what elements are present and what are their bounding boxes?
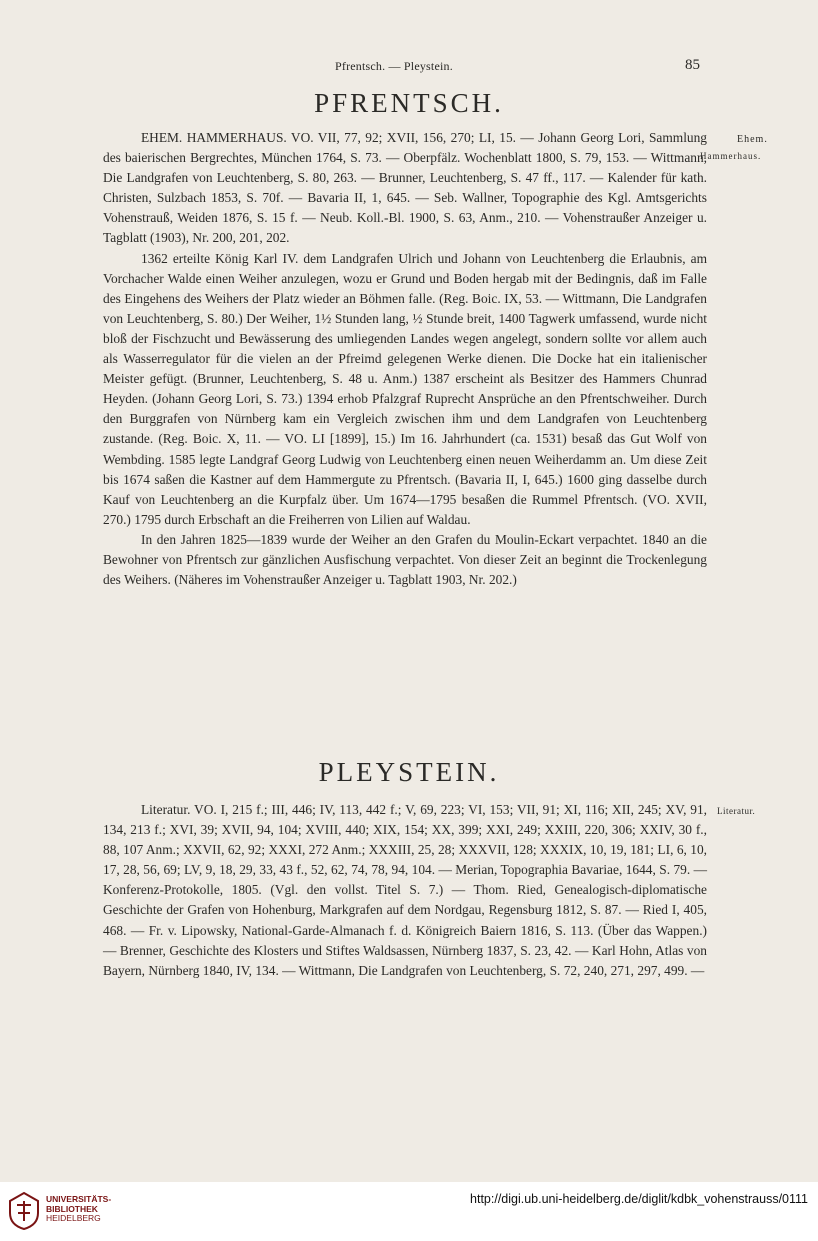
page-number: 85 [685, 57, 700, 73]
running-title: Pfrentsch. — Pleystein. [335, 59, 453, 73]
paragraph: Literatur. VO. I, 215 f.; III, 446; IV, 113, 442 f.; V, 69, 223; VI, 153; VII, 91; XI, 116; XII, 245; XV, 91, 134, 213 f.; XVI, 39; XVII, 94, 104; XVIII, 440; XIX, 154; XX, 399; XXI, 249; XXIII, 220, 306; XXIV, 30 f., 88, 107 Anm.; XXVII, 62, 92; XXXI, 272 Anm.; XXXIII, 25, 28; XXXVII, 128; XXXIX, 10, 19, 181; LI, 6, 10, 17, 28, 56, 69; LV, 9, 18, 29, 33, 43 f., 52, 62, 74, 78, 94, 104. — Merian, Topographia Bavariae, 1644, S. 79. — Konferenz-Protokolle, 1805. (Vgl. den vollst. Titel S. 7.) — Thom. Ried, Genealogisch-diplomatische Geschichte der Grafen von Hohenburg, Markgrafen auf dem Nordgau, Regensburg 1812, S. 87. — Ried I, 405, 468. — Fr. v. Lipowsky, National-Garde-Almanach f. d. Königreich Baiern 1816, S. 113. (Über das Wappen.) — Brenner, Geschichte des Klosters und Stiftes Waldsassen, Nürnberg 1837, S. 23, 42. — Karl Hohn, Atlas von Bayern, Nürnberg 1840, IV, 134. — Wittmann, Die Landgrafen von Leuchtenberg, S. 72, 240, 271, 297, 499. — [103, 802, 707, 978]
page-header [0, 57, 818, 77]
margin-note-ehem: Ehem. [737, 134, 768, 145]
library-logo-text [46, 1195, 111, 1224]
viewer-footer [0, 1182, 818, 1241]
paragraph: EHEM. HAMMERHAUS. VO. VII, 77, 92; XVII, 156, 270; LI, 15. — Johann Georg Lori, Sammlung des baierischen Bergrechtes, München 1764, S. 73. — Oberpfälz. Wochenblatt 1800, S. 79, 153. — Wittmann, Die Landgrafen von Leuchtenberg, S. 80, 263. — Brunner, Leuchtenberg, S. 47 ff., 117. — Kalender für kath. Christen, Sulzbach 1853, S. 70f. — Bavaria II, 1, 645. — Seb. Wallner, Topographie des Kgl. Amtsgerichts Vohenstrauß, Weiden 1876, S. 15 f. — Neub. Koll.-Bl. 1900, S. 63, Anm., 210. — Vohenstraußer Anzeiger u. Tagblatt (1903), Nr. 200, 201, 202. [103, 130, 707, 246]
permalink[interactable]: http://digi.ub.uni-heidelberg.de/diglit/kdbk_vohenstrauss/0111 [470, 1192, 808, 1206]
logo-line: HEIDELBERG [46, 1213, 101, 1223]
logo-line: UNIVERSITÄTS- [46, 1194, 112, 1204]
section-pleystein-body [103, 800, 707, 981]
university-seal-icon [8, 1191, 40, 1231]
paragraph: In den Jahren 1825—1839 wurde der Weiher an den Grafen du Moulin-Eckart verpachtet. 1840 an die Bewohner von Pfrentsch zur gänzlichen Ausfischung verpachtet. Von dieser Zeit an beginnt die Trockenlegung des Weihers. (Näheres im Vohenstraußer Anzeiger u. Tagblatt 1903, Nr. 202.) [103, 531, 707, 588]
logo-line: BIBLIOTHEK [46, 1203, 98, 1214]
margin-note-hammerhaus: Hammerhaus. [700, 151, 762, 161]
heading-pleystein: PLEYSTEIN. [318, 757, 500, 787]
section-pfrentsch-body [103, 128, 707, 590]
paragraph: 1362 erteilte König Karl IV. dem Landgrafen Ulrich und Johann von Leuchtenberg die Erlaubnis, am Vorchacher Walde einen Weiher anzulegen, wozu er Grund und Boden hergab mit der Bedingnis, daß im Falle des Eingehens des Weihers der Platz wieder an Böhmen falle. (Reg. Boic. IX, 53. — Wittmann, Die Landgrafen von Leuchtenberg, S. 80.) Der Weiher, 1½ Stunden lang, ½ Stunde breit, 1400 Tagwerk umfassend, wurde nicht bloß der Fischzucht und Bewässerung des umliegenden Landes wegen angelegt, sondern sollte vor allem auch als Wasserregulator für die vielen an der Pfreimd gelegenen Werke dienen. Die Docke hat ein italienischer Meister gefügt. (Brunner, Leuchtenberg, S. 48 u. Anm.) 1387 erscheint als Besitzer des Hammers Chunrad Heyden. (Johann Georg Lori, S. 73.) 1394 erhob Pfalzgraf Ruprecht Ansprüche an den Pfrentschweiher. Durch den Burggrafen von Nürnberg kam ein Vergleich zwischen ihm und dem Landgrafen von Leuchtenberg zustande. (Reg. Boic. X, 11. — VO. LI [1899], 15.) Im 16. Jahrhundert (ca. 1531) besaß das Gut Wolf von Wembding. 1585 legte Landgraf Georg Ludwig von Leuchtenberg einen neuen Weiherdamm an. Um diese Zeit bis 1674 saßen die Kastner auf dem Hammergute zu Pfrentsch. (Bavaria II, I, 645.) 1600 ging dasselbe durch Kauf von Leuchtenberg an die Kurpfalz über. Um 1674—1795 besaßen die Rummel Pfrentsch. (VO. XVII, 270.) 1795 durch Erbschaft an die Freiherren von Lilien auf Waldau. [103, 250, 707, 527]
heading-pfrentsch: PFRENTSCH. [314, 88, 504, 118]
margin-note-literatur: Literatur. [717, 806, 756, 816]
